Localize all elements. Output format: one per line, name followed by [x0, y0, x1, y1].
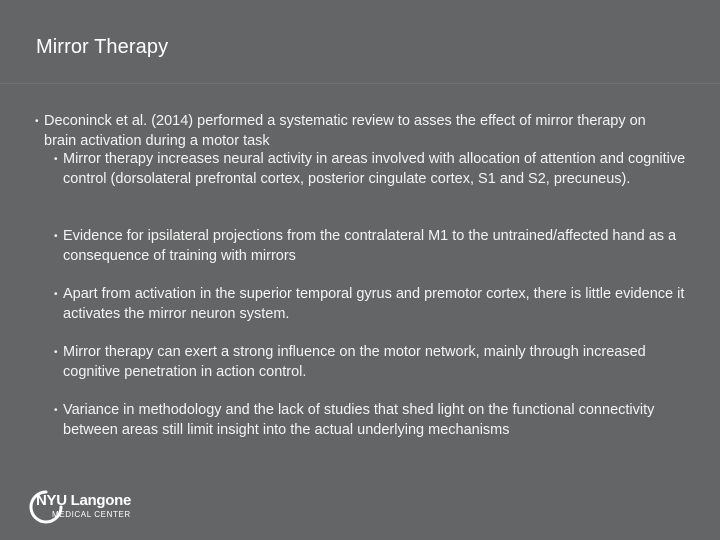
bullet-dot: •	[54, 231, 58, 242]
sub-bullet	[54, 227, 694, 266]
sub-bullet-text: Variance in methodology and the lack of studies that shed light on the functional connectivity between areas still limit insight into the actual underlying mechanisms	[63, 402, 655, 438]
nyu-langone-logo	[28, 487, 158, 527]
bullet-dot: •	[54, 405, 58, 416]
sub-bullet	[54, 285, 694, 324]
slide-title: Mirror Therapy	[36, 36, 169, 58]
bullet-dot: •	[54, 289, 58, 300]
sub-bullet-text: Mirror therapy increases neural activity in areas involved with allocation of attention and cognitive control (dorsolateral prefrontal cortex, posterior cingulate cortex, S1 and S2, precuneus).	[63, 151, 686, 187]
bullet-dot: •	[54, 347, 58, 358]
sub-bullet	[54, 401, 694, 440]
sub-bullet-text: Mirror therapy can exert a strong influence on the motor network, mainly through increased cognitive penetration in action control.	[63, 344, 646, 380]
logo-subtitle: MEDICAL CENTER	[52, 510, 131, 519]
main-bullet	[35, 112, 655, 151]
sub-bullet-text: Apart from activation in the superior temporal gyrus and premotor cortex, there is little evidence it activates the mirror neuron system.	[63, 286, 685, 322]
bullet-dot: •	[54, 154, 58, 165]
logo-name: NYU Langone	[36, 492, 132, 509]
sub-bullet-text: Evidence for ipsilateral projections from the contralateral M1 to the untrained/affected hand as a consequence of training with mirrors	[63, 228, 677, 264]
sub-bullet	[54, 343, 694, 382]
sub-bullet	[54, 150, 694, 189]
main-bullet-text: Deconinck et al. (2014) performed a systematic review to asses the effect of mirror therapy on brain activation during a motor task	[44, 113, 646, 149]
title-divider	[0, 83, 720, 84]
bullet-dot: •	[35, 116, 39, 127]
